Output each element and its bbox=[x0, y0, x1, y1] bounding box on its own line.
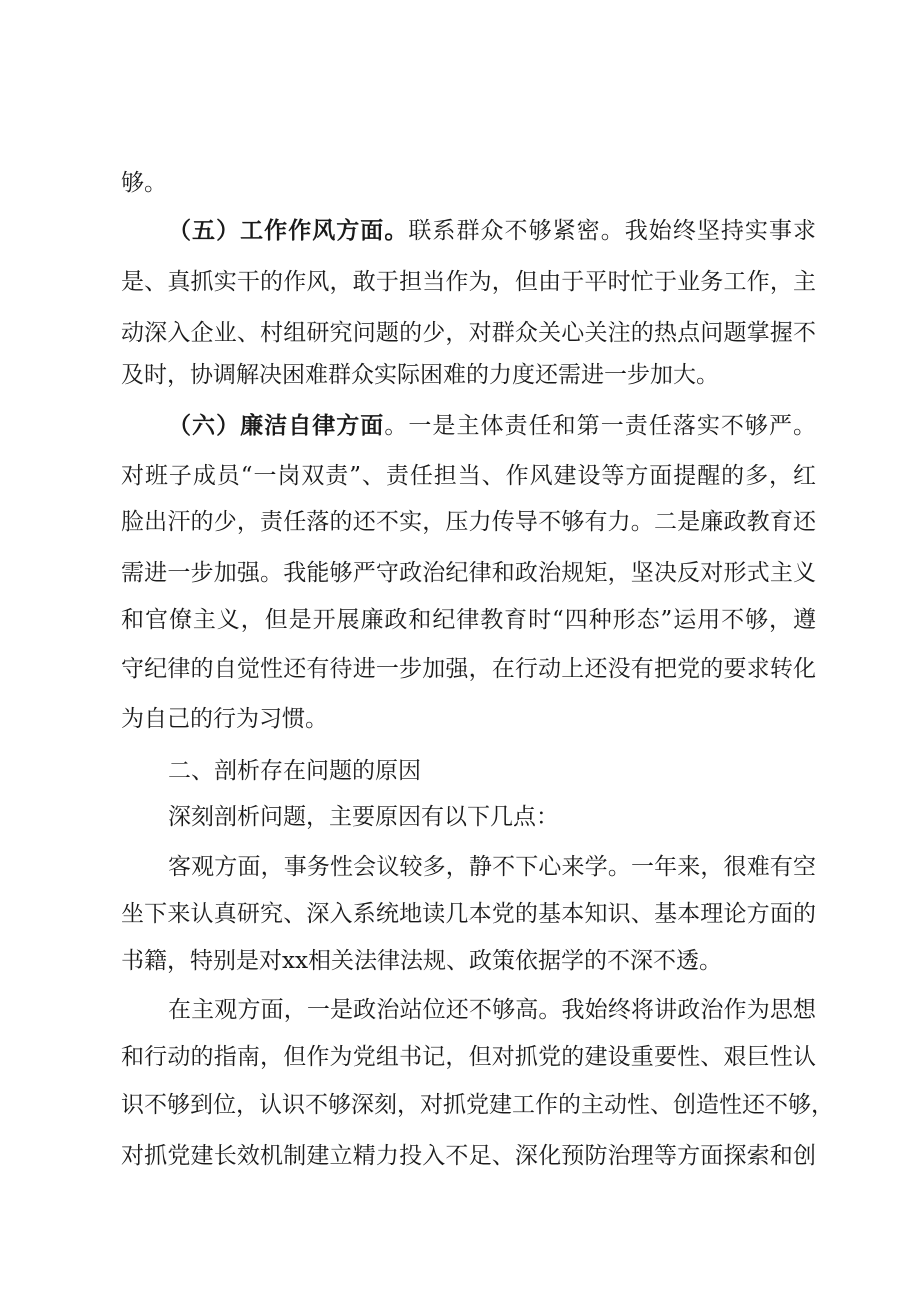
section-six-first-line: （六）廉洁自律方面。一是主体责任和第一责任落实不够严。 bbox=[168, 413, 817, 439]
paragraph-line: 识不够到位，认识不够深刻，对抓党建工作的主动性、创造性还不够， bbox=[121, 1092, 834, 1118]
paragraph-line: 客观方面，事务性会议较多，静不下心来学。一年来，很难有空 bbox=[168, 854, 816, 880]
section-six-title: （六）廉洁自律方面 bbox=[168, 413, 385, 439]
paragraph-line: 需进一步加强。我能够严守政治纪律和政治规矩，坚决反对形式主义 bbox=[121, 560, 816, 586]
section-five-title: （五）工作作风方面。 bbox=[168, 218, 409, 244]
paragraph-line: 为自己的行为习惯。 bbox=[121, 706, 328, 732]
paragraph-line: 及时，协调解决困难群众实际困难的力度还需进一步加大。 bbox=[121, 362, 719, 388]
paragraph-line: 和行动的指南，但作为党组书记，但对抓党的建设重要性、艰巨性认 bbox=[121, 1044, 816, 1070]
paragraph-line: 深刻剖析问题，主要原因有以下几点： bbox=[168, 804, 559, 830]
paragraph-line: 脸出汗的少，责任落的还不实，压力传导不够有力。二是廉政教育还 bbox=[121, 509, 816, 535]
paragraph-line: 对班子成员“一岗双责”、责任担当、作风建设等方面提醒的多，红 bbox=[121, 463, 816, 489]
section-five-first-line: （五）工作作风方面。联系群众不够紧密。我始终坚持实事求 bbox=[168, 218, 817, 244]
paragraph-line: 坐下来认真研究、深入系统地读几本党的基本知识、基本理论方面的 bbox=[121, 901, 816, 927]
paragraph-line: 守纪律的自觉性还有待进一步加强，在行动上还没有把党的要求转化 bbox=[121, 656, 816, 682]
paragraph-line: 在主观方面，一是政治站位还不够高。我始终将讲政治作为思想 bbox=[168, 997, 816, 1023]
paragraph-line: 对抓党建长效机制建立精力投入不足、深化预防治理等方面探索和创 bbox=[121, 1143, 816, 1169]
paragraph-line: 够。 bbox=[121, 170, 167, 196]
section-heading: 二、剖析存在问题的原因 bbox=[168, 758, 421, 784]
paragraph-line: 动深入企业、村组研究问题的少，对群众关心关注的热点问题掌握不 bbox=[121, 320, 816, 346]
paragraph-line: 和官僚主义，但是开展廉政和纪律教育时“四种形态”运用不够，遵 bbox=[121, 607, 816, 633]
paragraph-line: 是、真抓实干的作风，敢于担当作为，但由于平时忙于业务工作，主 bbox=[121, 269, 816, 295]
paragraph-line: 书籍，特别是对xx相关法律法规、政策依据学的不深不透。 bbox=[121, 948, 722, 974]
